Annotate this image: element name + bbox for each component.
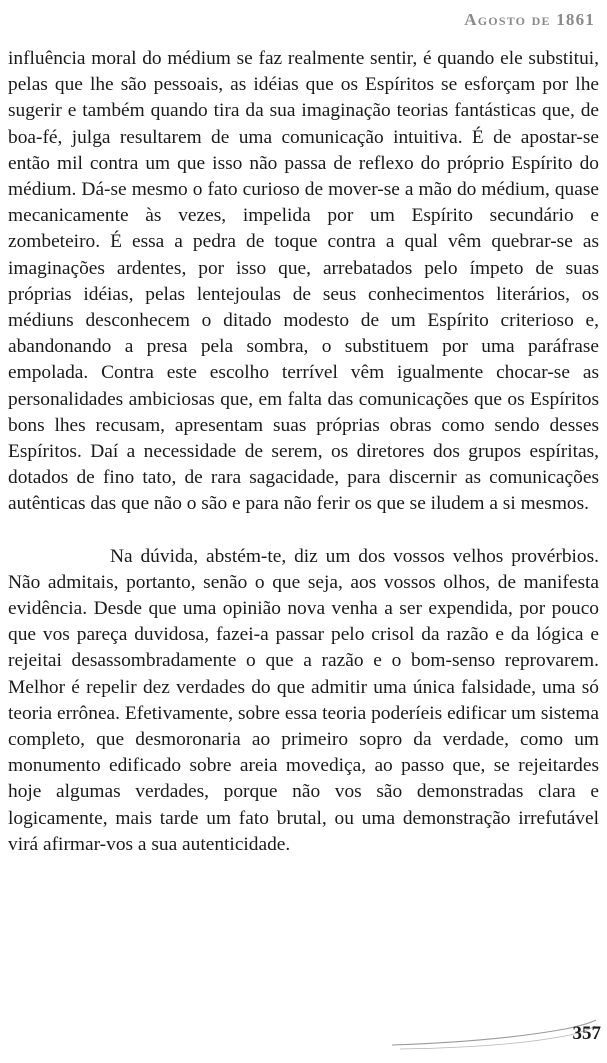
body-text <box>8 46 599 858</box>
footer-swash-ornament <box>390 1015 600 1055</box>
paragraph-2: Na dúvida, abstém-te, diz um dos vossos velhos provérbios. Não admitais, portanto, senão o que seja, aos vossos olhos, de manifesta evidência. Desde que uma opinião nova venha a ser expendida, por pouco que vos pareça duvidosa, fazei-a passar pelo crisol da razão e da lógica e rejeitai desassombradamente o que a razão e o bom-senso reprovarem. Melhor é repelir dez verdades do que admitir uma única falsidade, uma só teoria errônea. Efetivamente, sobre essa teoria poderíeis edificar um sistema completo, que desmoronaria ao primeiro sopro da verdade, como um monumento edificado sobre areia movediça, ao passo que, se rejeitardes hoje algumas verdades, porque não vos são demonstradas clara e logicamente, mais tarde um fato brutal, ou uma demonstração irrefutável virá afirmar-vos a sua autenticidade. <box>8 545 599 855</box>
paragraph-1: influência moral do médium se faz realmente sentir, é quando ele substitui, pelas que lhe são pessoais, as idéias que os Espíritos se esforçam por lhe sugerir e também quando tira da sua imaginação teorias fantásticas que, de boa-fé, julga resultarem de uma comunicação intuitiva. É de apostar-se então mil contra um que isso não passa de reflexo do próprio Espírito do médium. Dá-se mesmo o fato curioso de mover-se a mão do médium, quase mecanicamente às vezes, impelida por um Espírito secundário e zombeteiro. É essa a pedra de toque contra a qual vêm quebrar-se as imaginações ardentes, por isso que, arrebatados pelo ímpeto de suas próprias idéias, pelas lentejoulas de seus conhecimentos literários, os médiuns desconhecem o ditado modesto de um Espírito criterioso e, abandonando a presa pela sombra, o substituem por uma paráfrase empolada. Contra este escolho terrível vêm igualmente chocar-se as personalidades ambiciosas que, em falta das comunicações que os Espíritos bons lhes recusam, apresentam suas próprias obras como sendo desses Espíritos. Daí a necessidade de serem, os diretores dos grupos espíritas, dotados de fino tato, de rara sagacidade, para discernir as comunicações autênticas das que não o são e para não ferir os que se iludem a si mesmos. <box>8 48 599 515</box>
page-number: 357 <box>572 1023 601 1044</box>
running-header: Agosto de 1861 <box>464 10 595 29</box>
